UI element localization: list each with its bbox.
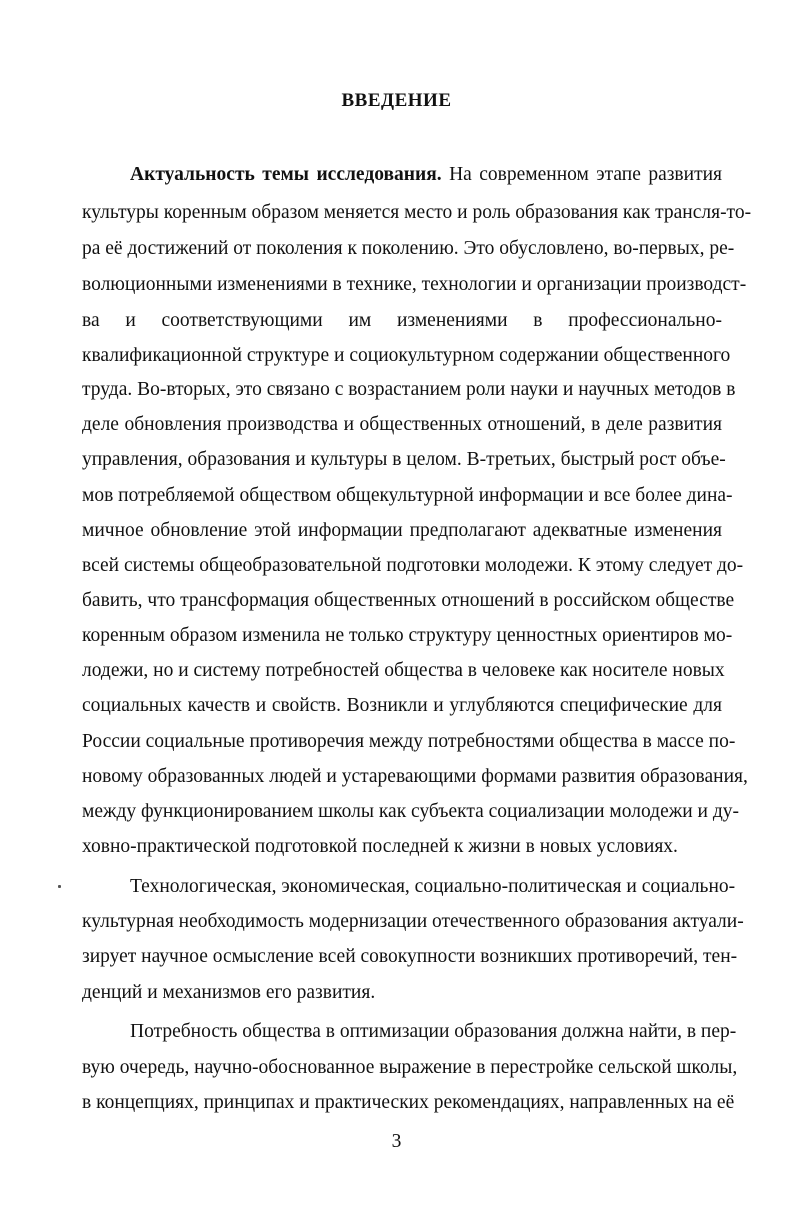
- paragraph-line: новому образованных людей и устаревающими формами развития образования,: [82, 766, 748, 787]
- page-number: 3: [391, 1131, 402, 1152]
- paragraph-line: денций и механизмов его развития.: [82, 982, 376, 1003]
- paragraph-line-text: На современном этапе развития: [441, 164, 723, 185]
- paragraph-line: в концепциях, принципах и практических рекомендациях, направленных на её: [82, 1092, 735, 1113]
- paragraph-line: управления, образования и культуры в целом. В-третьих, быстрый рост объе-: [82, 449, 726, 470]
- paragraph-line: Потребность общества в оптимизации образования должна найти, в пер-: [130, 1021, 737, 1042]
- paragraph-line: всей системы общеобразовательной подготовки молодежи. К этому следует до-: [82, 555, 744, 576]
- paragraph-line: труда. Во-вторых, это связано с возрастанием роли науки и научных методов в: [82, 379, 736, 400]
- section-heading: ВВЕДЕНИЕ: [341, 90, 452, 111]
- paragraph-line: волюционными изменениями в технике, технологии и организации производст-: [82, 274, 747, 295]
- paragraph-line: квалификационной структуре и социокультурном содержании общественного: [82, 345, 731, 366]
- paragraph-line: деле обновления производства и общественных отношений, в деле развития: [82, 414, 722, 435]
- paragraph-line: [130, 160, 722, 190]
- paragraph-line: коренным образом изменила не только структуру ценностных ориентиров мо-: [82, 625, 733, 646]
- paragraph-line: ра её достижений от поколения к поколению. Это обусловлено, во-первых, ре-: [82, 238, 735, 259]
- paragraph-line: культурная необходимость модернизации отечественного образования актуали-: [82, 911, 744, 932]
- topic-relevance-label: Актуальность темы исследования.: [130, 164, 442, 185]
- paragraph-line: бавить, что трансформация общественных отношений в российском обществе: [82, 590, 735, 611]
- scan-speck: [58, 885, 61, 888]
- paragraph-line: Технологическая, экономическая, социально-политическая и социально-: [130, 876, 736, 897]
- paragraph-line: вую очередь, научно-обоснованное выражение в перестройке сельской школы,: [82, 1057, 738, 1078]
- paragraph-line: социальных качеств и свойств. Возникли и углубляются специфические для: [82, 695, 722, 716]
- paragraph-line: России социальные противоречия между потребностями общества в массе по-: [82, 731, 736, 752]
- paragraph-line: мичное обновление этой информации предполагают адекватные изменения: [82, 520, 722, 541]
- paragraph-line: мов потребляемой обществом общекультурной информации и все более дина-: [82, 485, 733, 506]
- paragraph-line: лодежи, но и систему потребностей общества в человеке как носителе новых: [82, 660, 725, 681]
- paragraph-line: между функционированием школы как субъекта социализации молодежи и ду-: [82, 801, 740, 822]
- paragraph-line: ховно-практической подготовкой последней к жизни в новых условиях.: [82, 836, 678, 857]
- paragraph-line: ва и соответствующими им изменениями в профессионально-: [82, 310, 722, 331]
- paragraph-line: культуры коренным образом меняется место и роль образования как трансля-то-: [82, 202, 752, 223]
- paragraph-line: зирует научное осмысление всей совокупности возникших противоречий, тен-: [82, 946, 738, 967]
